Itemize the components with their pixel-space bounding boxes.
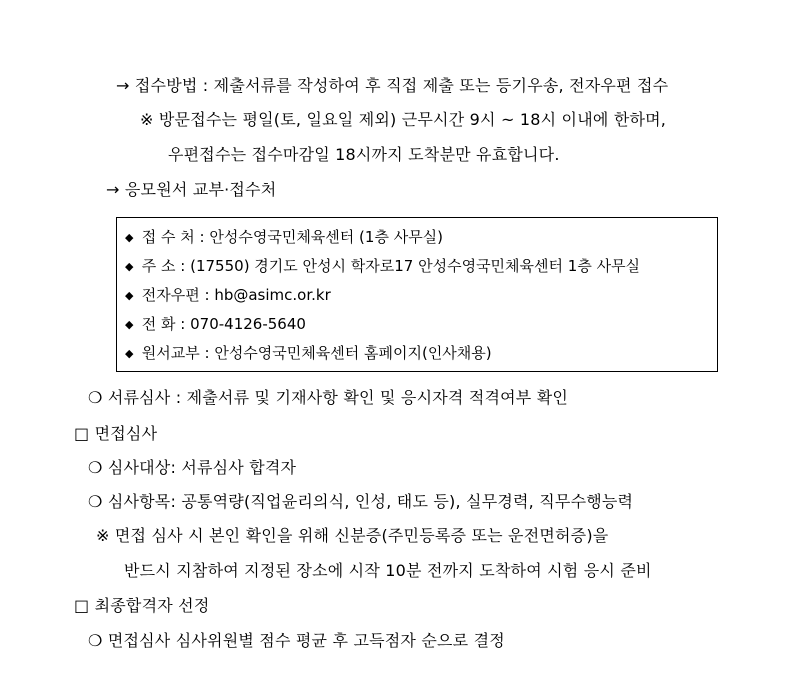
mail-submission-note: 우편접수는 접수마감일 18시까지 도착분만 유효합니다. xyxy=(168,145,560,164)
contact-row-text: 접 수 처 : 안성수영국민체육센터 (1층 사무실) xyxy=(141,228,444,246)
visit-submission-note: ※ 방문접수는 평일(토, 일요일 제외) 근무시간 9시 ~ 18시 이내에 한하며, xyxy=(140,110,667,129)
contact-row-office xyxy=(125,227,443,248)
interview-criteria-line: ❍ 심사항목: 공통역량(직업윤리의식, 인성, 태도 등), 실무경력, 직무수행능력 xyxy=(88,492,634,511)
contact-row-application-form xyxy=(125,343,492,364)
diamond-bullet-icon: ◆ xyxy=(125,231,134,244)
final-selection-heading: □ 최종합격자 선정 xyxy=(74,596,210,615)
contact-row-email xyxy=(125,285,331,306)
contact-info-box xyxy=(116,217,718,372)
contact-row-text: 원서교부 : 안성수영국민체육센터 홈페이지(인사채용) xyxy=(141,344,492,362)
interview-section-heading: □ 면접심사 xyxy=(74,424,158,443)
contact-row-address xyxy=(125,256,640,277)
id-requirement-note: ※ 면접 심사 시 본인 확인을 위해 신분증(주민등록증 또는 운전면허증)을 xyxy=(96,526,609,545)
diamond-bullet-icon: ◆ xyxy=(125,318,134,331)
document-review-line: ❍ 서류심사 : 제출서류 및 기재사항 확인 및 응시자격 적격여부 확인 xyxy=(88,388,569,407)
diamond-bullet-icon: ◆ xyxy=(125,260,134,273)
application-office-heading: → 응모원서 교부·접수처 xyxy=(106,180,277,199)
contact-row-text[interactable]: 전자우편 : hb@asimc.or.kr xyxy=(141,286,331,304)
arrival-requirement-note: 반드시 지참하여 지정된 장소에 시작 10분 전까지 도착하여 시험 응시 준비 xyxy=(124,561,652,580)
final-selection-line: ❍ 면접심사 심사위원별 점수 평균 후 고득점자 순으로 결정 xyxy=(88,631,505,650)
diamond-bullet-icon: ◆ xyxy=(125,289,134,302)
contact-row-text: 전 화 : 070-4126-5640 xyxy=(141,315,306,333)
contact-row-phone xyxy=(125,314,306,335)
diamond-bullet-icon: ◆ xyxy=(125,347,134,360)
contact-row-text: 주 소 : (17550) 경기도 안성시 학자로17 안성수영국민체육센터 1층 사무실 xyxy=(141,257,641,275)
submission-method-line: → 접수방법 : 제출서류를 작성하여 후 직접 제출 또는 등기우송, 전자우편 접수 xyxy=(116,76,669,95)
interview-target-line: ❍ 심사대상: 서류심사 합격자 xyxy=(88,458,297,477)
